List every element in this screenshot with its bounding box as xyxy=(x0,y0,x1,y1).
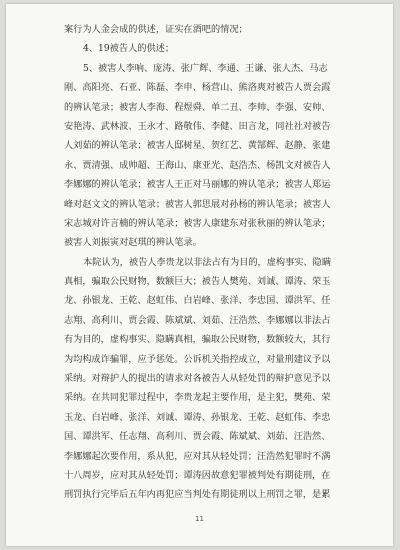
text-line: 宋志城对许言楠的辨认笔录；被害人康建东对张秋丽的辨认笔录； xyxy=(64,217,331,229)
text-line: 李娜娜的辨认笔录；被害人王正对马丽娜的辨认笔录；被害人郑运 xyxy=(64,179,331,191)
text-line: 永、贾清强、成帅超、王海山、康亚光、赵浩杰、杨凯文对被告人 xyxy=(64,159,331,171)
text-line: 5、被害人李响、庞涛、张广辉、李通、王谦、张人杰、马志 xyxy=(83,62,328,74)
document-body xyxy=(64,20,371,505)
text-line: 志翔、高利川、贾会霞、陈斌斌、刘茹、汪浩然、李娜娜以非法占 xyxy=(64,314,331,326)
text-line: 采纳。对辩护人的提出的请求对各被告人从轻处罚的辩护意见予以 xyxy=(64,373,331,385)
text-line: 刚、高阳亮、石亚、陈磊、李申、杨营山、熊洛爽对被告人贾会霞 xyxy=(64,82,331,94)
text-line: 有为目的，虚构事实、隐瞒真相，骗取公民财物，数额较大，其行 xyxy=(64,334,331,346)
document-page xyxy=(6,4,393,546)
text-line: 案行为人金会成的供述，证实在酒吧的情况； xyxy=(64,24,248,35)
text-line: 龙、孙银龙、王乾、赵虹伟、白岩峰、张洋、李忠国、谭洪军、任 xyxy=(64,295,331,307)
text-line: 峰对赵文文的辨认笔录；被害人郭思展对孙杨的辨认笔录；被害人 xyxy=(64,198,331,210)
text-line: 真相，骗取公民财物，数额巨大；被告人樊苑、刘诚、谭涛、荣玉 xyxy=(64,276,331,288)
text-line: 被害人刘振寅对赵琪的辨认笔录。 xyxy=(64,237,202,249)
text-line: 安艳涛、武林波、王永才、路敬伟、李健、田言龙，同社社对被告 xyxy=(64,120,331,132)
text-line: 十八周岁，应对其从轻处罚；谭涛因故意犯罪被判处有期徒刑，在 xyxy=(64,469,331,481)
text-line: 的辨认笔录；被害人李海、程煜舜、单二丑、李帅、李强、安帅、 xyxy=(64,101,331,113)
text-line: 国、谭洪军、任志翔、高利川、贾会霞、陈斌斌、刘茹、汪浩然、 xyxy=(64,431,331,443)
page-number: 11 xyxy=(195,515,204,523)
text-line: 本院认为，被告人李贵龙以非法占有为目的，虚构事实、隐瞒 xyxy=(83,256,332,268)
text-line: 玉龙、白岩峰、张洋、刘诚、谭涛、孙银龙、王乾、赵虹伟、李忠 xyxy=(64,411,331,423)
text-line: 4、19被告人的供述； xyxy=(83,43,175,55)
text-line: 人刘茹的辨认笔录；被害人邸树星、贺红艺、黄郜辉、赵静、张建 xyxy=(64,140,331,152)
text-line: 为均构成诈骗罪，应予惩处。公诉机关指控成立，对量刑建议予以 xyxy=(64,353,331,365)
text-line: 李娜娜起次要作用，系从犯，应对其从轻处罚；汪浩然犯罪时不满 xyxy=(64,450,331,462)
text-line: 刑罚执行完毕后五年内再犯应当判处有期徒刑以上刑罚之罪，是累 xyxy=(64,489,331,501)
text-line: 采纳。在共同犯罪过程中，李贵龙起主要作用，是主犯，樊苑、荣 xyxy=(64,392,331,404)
